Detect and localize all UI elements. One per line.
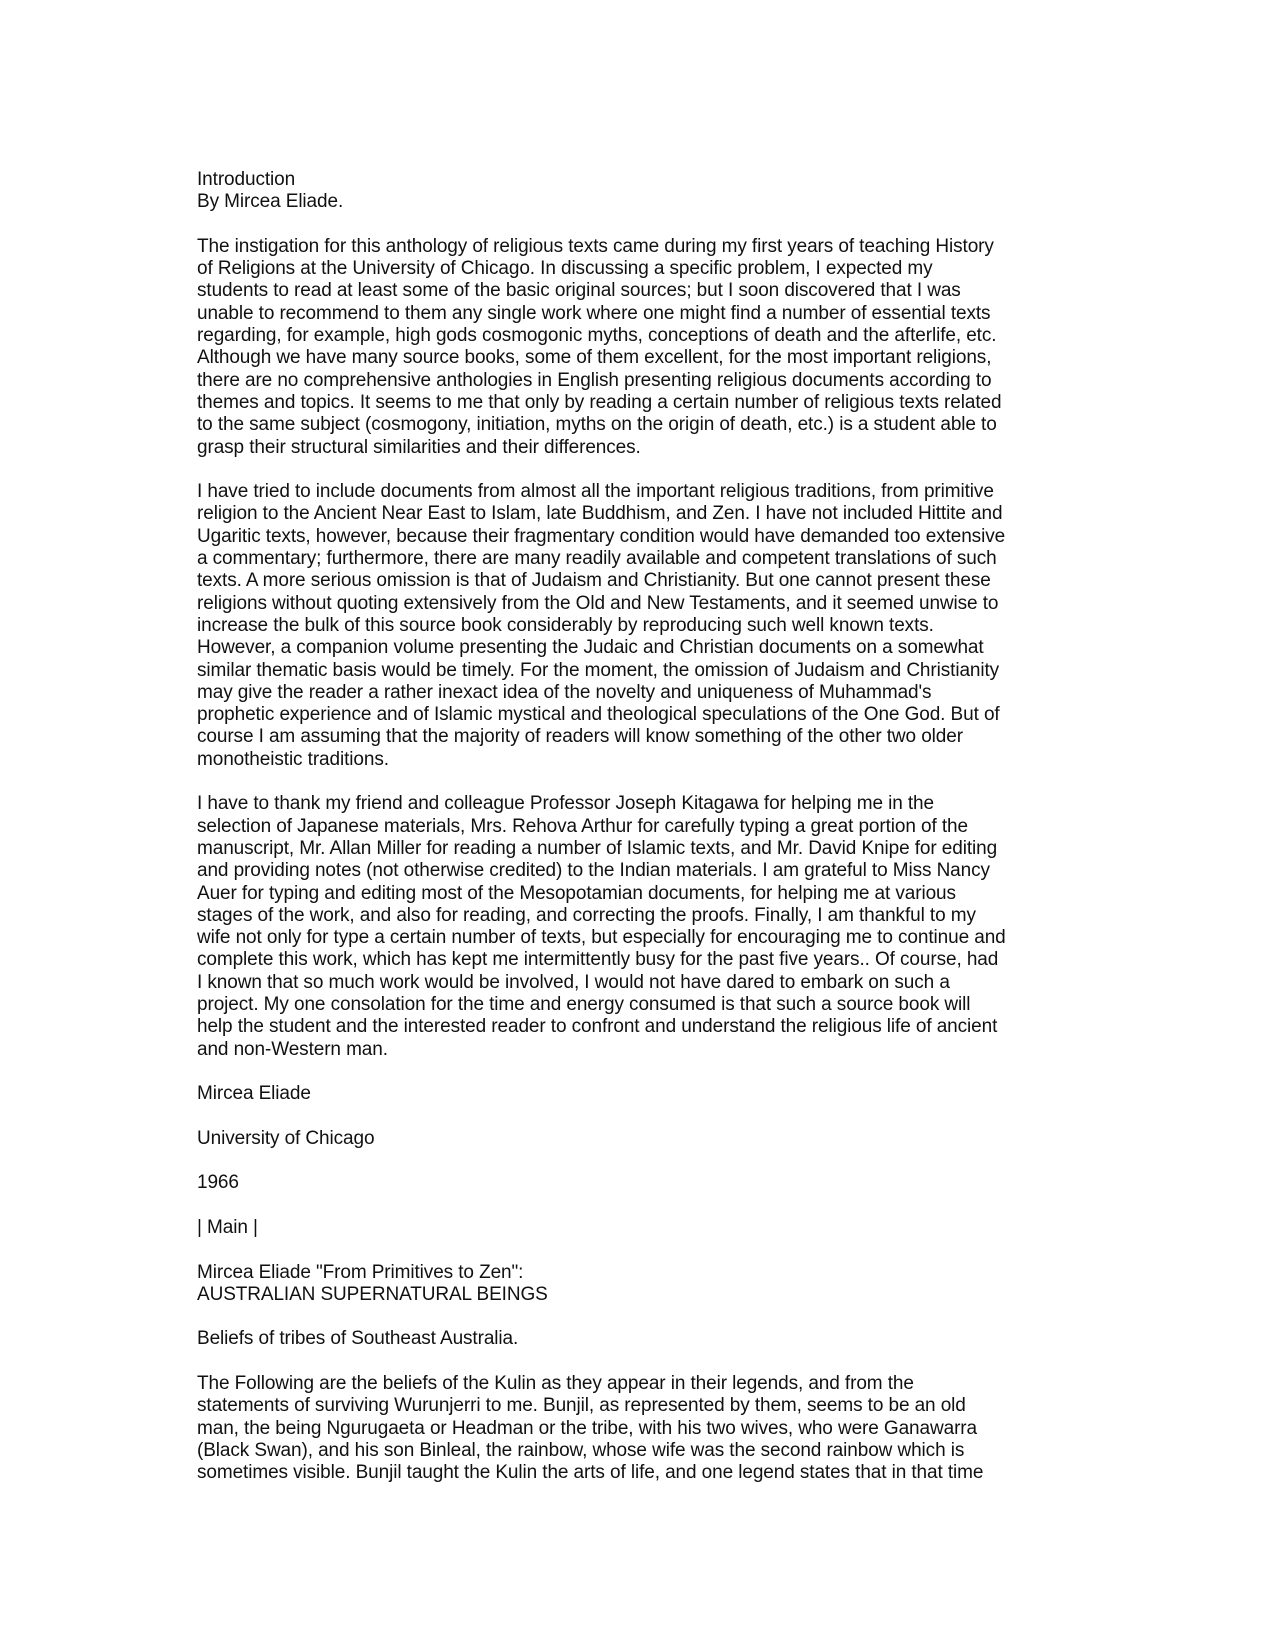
spacer (197, 1061, 1077, 1083)
spacer (197, 1105, 1077, 1127)
text-line: regarding, for example, high gods cosmogonic myths, conceptions of death and the afterlife, etc. (197, 325, 997, 347)
text-line: increase the bulk of this source book considerably by reproducing such well known texts. (197, 614, 934, 636)
text-line: religions without quoting extensively from the Old and New Testaments, and it seemed unwise to (197, 592, 999, 614)
text-line: themes and topics. It seems to me that only by reading a certain number of religious texts related (197, 391, 1002, 413)
text-line: man, the being Ngurugaeta or Headman or the tribe, with his two wives, who were Ganawarra (197, 1417, 977, 1439)
text-line: of Religions at the University of Chicago. In discussing a specific problem, I expected my (197, 258, 933, 280)
spacer (197, 1150, 1077, 1172)
spacer (197, 459, 1077, 481)
text-line: selection of Japanese materials, Mrs. Rehova Arthur for carefully typing a great portion of the (197, 815, 968, 837)
signature-institution: University of Chicago (197, 1127, 375, 1149)
text-line: and providing notes (not otherwise credited) to the Indian materials. I am grateful to Miss Nancy (197, 860, 990, 882)
text-line: statements of surviving Wurunjerri to me. Bunjil, as represented by them, seems to be an old (197, 1395, 966, 1417)
text-line: monotheistic traditions. (197, 748, 389, 770)
text-line: prophetic experience and of Islamic mystical and theological speculations of the One God. But of (197, 704, 1000, 726)
text-line: unable to recommend to them any single work where one might find a number of essential texts (197, 302, 991, 324)
text-line: to the same subject (cosmogony, initiation, myths on the origin of death, etc.) is a student able to (197, 414, 997, 436)
text-line: (Black Swan), and his son Binleal, the rainbow, whose wife was the second rainbow which is (197, 1439, 965, 1461)
chapter-subtitle: Beliefs of tribes of Southeast Australia. (197, 1328, 519, 1350)
spacer (197, 1195, 1077, 1217)
text-line: I have to thank my friend and colleague Professor Joseph Kitagawa for helping me in the (197, 793, 934, 815)
spacer (197, 214, 1077, 236)
text-line: grasp their structural similarities and their differences. (197, 436, 641, 458)
text-line: similar thematic basis would be timely. For the moment, the omission of Judaism and Christianity (197, 659, 1000, 681)
text-line: The Following are the beliefs of the Kulin as they appear in their legends, and from the (197, 1373, 914, 1395)
spacer (197, 1306, 1077, 1328)
spacer (197, 1351, 1077, 1373)
spacer (197, 1239, 1077, 1261)
intro-paragraph-3 (197, 793, 1077, 1061)
text-line: help the student and the interested reader to confront and understand the religious life of ancient (197, 1016, 998, 1038)
intro-byline: By Mircea Eliade. (197, 191, 344, 213)
text-line: a commentary; furthermore, there are many readily available and competent translations of such (197, 548, 997, 570)
chapter-heading (197, 1262, 1077, 1307)
intro-paragraph-2 (197, 481, 1077, 771)
text-line: project. My one consolation for the time and energy consumed is that such a source book will (197, 993, 971, 1015)
intro-paragraph-1 (197, 236, 1077, 459)
main-nav-link[interactable]: | Main | (197, 1216, 258, 1238)
text-line: and non-Western man. (197, 1038, 388, 1060)
text-line: course I am assuming that the majority of readers will know something of the other two older (197, 726, 963, 748)
text-line: The instigation for this anthology of religious texts came during my first years of teaching History (197, 235, 994, 257)
spacer (197, 771, 1077, 793)
text-line: However, a companion volume presenting the Judaic and Christian documents on a somewhat (197, 637, 984, 659)
signature-year: 1966 (197, 1172, 239, 1194)
text-line: Ugaritic texts, however, because their fragmentary condition would have demanded too extensive (197, 525, 1006, 547)
signature-name: Mircea Eliade (197, 1083, 311, 1105)
text-line: I known that so much work would be involved, I would not have dared to embark on such a (197, 971, 950, 993)
chapter-title: AUSTRALIAN SUPERNATURAL BEINGS (197, 1283, 548, 1305)
text-line: sometimes visible. Bunjil taught the Kulin the arts of life, and one legend states that in that time (197, 1462, 984, 1484)
text-line: religion to the Ancient Near East to Islam, late Buddhism, and Zen. I have not included Hittite and (197, 503, 1003, 525)
text-line: manuscript, Mr. Allan Miller for reading a number of Islamic texts, and Mr. David Knipe for editing (197, 837, 998, 859)
text-line: there are no comprehensive anthologies in English presenting religious documents according to (197, 369, 992, 391)
text-line: Auer for typing and editing most of the Mesopotamian documents, for helping me at various (197, 882, 956, 904)
chapter-paragraph (197, 1373, 1077, 1484)
text-line: I have tried to include documents from almost all the important religious traditions, from primitive (197, 481, 994, 503)
text-line: Although we have many source books, some of them excellent, for the most important religions, (197, 347, 992, 369)
intro-heading (197, 169, 1077, 214)
chapter-source: Mircea Eliade "From Primitives to Zen": (197, 1261, 524, 1283)
text-line: wife not only for type a certain number of texts, but especially for encouraging me to continue and (197, 927, 1006, 949)
document-page (197, 169, 1077, 1485)
text-line: complete this work, which has kept me intermittently busy for the past five years.. Of course, had (197, 949, 999, 971)
intro-title: Introduction (197, 169, 296, 190)
text-line: stages of the work, and also for reading, and correcting the proofs. Finally, I am thankful to my (197, 904, 976, 926)
text-line: may give the reader a rather inexact idea of the novelty and uniqueness of Muhammad's (197, 681, 932, 703)
text-line: texts. A more serious omission is that of Judaism and Christianity. But one cannot present these (197, 570, 991, 592)
text-line: students to read at least some of the basic original sources; but I soon discovered that I was (197, 280, 961, 302)
